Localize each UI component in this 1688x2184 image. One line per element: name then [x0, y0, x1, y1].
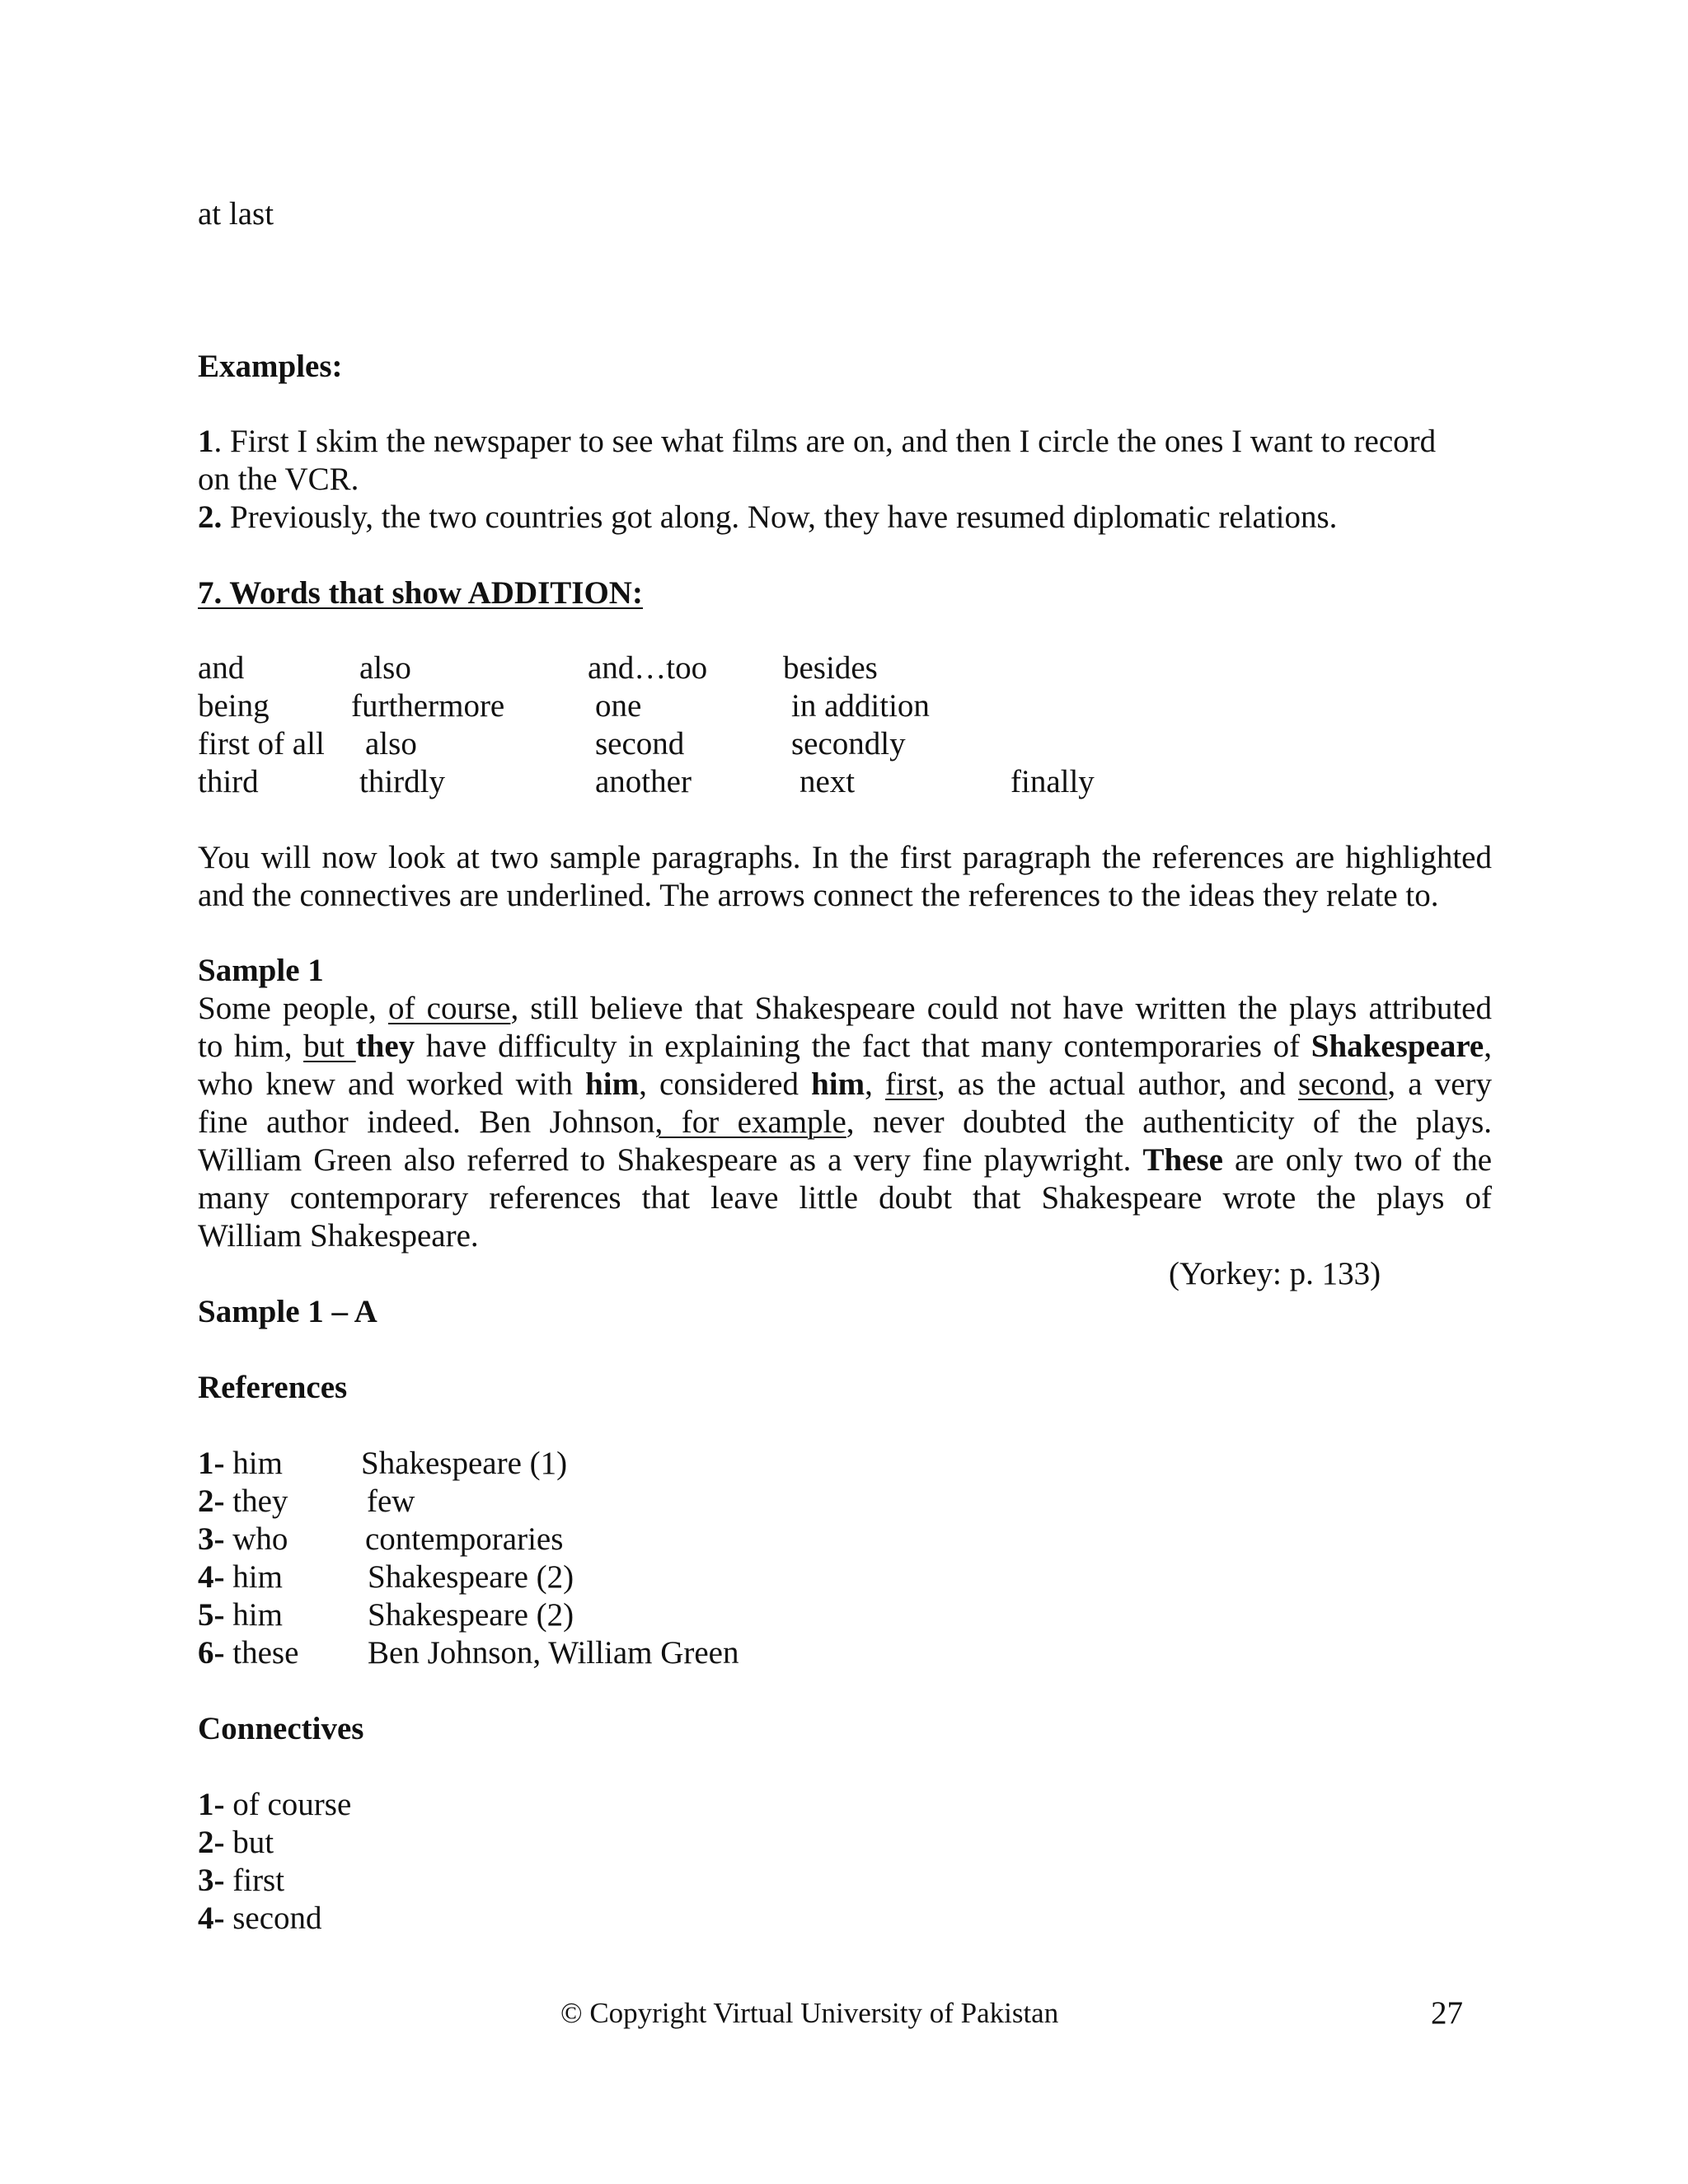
addition-heading: 7. Words that show ADDITION: [198, 575, 643, 611]
reference-target: Ben Johnson, William Green [368, 1635, 739, 1671]
reference-word [198, 1521, 288, 1558]
reference-target: Shakespeare (2) [368, 1559, 574, 1595]
text-run: William Green also referred to Shakespeare as a very fine playwright. [198, 1142, 1143, 1178]
list-item [198, 1786, 351, 1824]
citation: (Yorkey: p. 133) [1169, 1256, 1381, 1291]
reference-bold: These [1142, 1142, 1223, 1178]
reference-word [198, 1558, 283, 1596]
table-cell: next [799, 764, 856, 799]
sample-1-line-7: William Shakespeare. [198, 1218, 479, 1254]
text-run: , as the actual author, and [936, 1066, 1298, 1102]
reference-word [198, 1596, 283, 1634]
reference-target: Shakespeare (1) [361, 1446, 568, 1481]
example-1-line-2: on the VCR. [198, 462, 359, 497]
reference-text: who [224, 1521, 288, 1557]
reference-bold: him [585, 1066, 640, 1102]
reference-text: him [224, 1559, 283, 1595]
connective-underline: first [885, 1066, 937, 1102]
reference-number: 5- [198, 1597, 225, 1633]
sample-1-line-2 [198, 1028, 1492, 1066]
reference-bold: Shakespeare [1311, 1029, 1484, 1064]
example-1-number: 1 [198, 424, 214, 459]
table-cell: first of all [198, 726, 325, 762]
page-number: 27 [1431, 1995, 1463, 2031]
reference-word [198, 1445, 283, 1483]
connective-underline: , for example [654, 1104, 846, 1140]
intro-paragraph-line-1: You will now look at two sample paragraphs. In the first paragraph the references are highlighted [198, 840, 1492, 875]
connective-number: 3- [198, 1863, 225, 1898]
example-2 [198, 499, 1337, 537]
copyright-footer: © Copyright Virtual University of Pakistan [560, 1997, 1059, 2029]
table-cell: furthermore [351, 688, 505, 724]
reference-number: 1- [198, 1446, 225, 1481]
text-run: , still believe that Shakespeare could not have written the plays attributed [510, 991, 1492, 1026]
reference-number: 3- [198, 1521, 225, 1557]
text-run: , [1484, 1029, 1492, 1064]
table-cell: one [595, 688, 642, 724]
table-cell: also [365, 726, 417, 762]
table-cell: being [198, 688, 270, 724]
sample-1-line-6: many contemporary references that leave little doubt that Shakespeare wrote the plays of [198, 1180, 1492, 1216]
connective-underline: of course [387, 991, 511, 1026]
table-cell: secondly [791, 726, 906, 762]
text-run: , [865, 1066, 886, 1102]
table-cell: also [359, 650, 411, 686]
reference-text: him [224, 1446, 283, 1481]
table-cell: and…too [588, 650, 708, 686]
list-item [198, 1862, 284, 1900]
table-cell: second [595, 726, 685, 762]
reference-target: contemporaries [365, 1521, 564, 1557]
connective-number: 4- [198, 1900, 225, 1936]
text-run: who knew and worked with [198, 1066, 586, 1102]
sample-1-line-4 [198, 1104, 1492, 1141]
reference-word [198, 1634, 298, 1672]
table-cell: besides [783, 650, 878, 686]
reference-number: 4- [198, 1559, 225, 1595]
reference-text: him [224, 1597, 283, 1633]
table-cell: another [595, 764, 692, 799]
list-item [198, 1900, 322, 1938]
sample-1-line-1 [198, 990, 1492, 1028]
connective-text: but [224, 1825, 274, 1860]
connective-text: second [224, 1900, 322, 1936]
reference-target: few [367, 1483, 415, 1519]
reference-bold: they [355, 1029, 415, 1064]
table-cell: third [198, 764, 259, 799]
reference-text: they [224, 1483, 288, 1519]
table-cell: in addition [791, 688, 930, 724]
example-1-line-1 [198, 423, 1436, 461]
reference-word [198, 1483, 288, 1521]
reference-number: 2- [198, 1483, 225, 1519]
intro-paragraph-line-2: and the connectives are underlined. The arrows connect the references to the ideas they relate to. [198, 878, 1439, 913]
text-run: , never doubted the authenticity of the plays. [846, 1104, 1492, 1140]
reference-text: these [224, 1635, 299, 1671]
connective-text: of course [224, 1787, 352, 1822]
table-cell: finally [1010, 764, 1095, 799]
text-at-last: at last [198, 196, 274, 232]
examples-heading: Examples: [198, 349, 343, 384]
connective-text: first [224, 1863, 285, 1898]
sample-1-line-3 [198, 1066, 1492, 1104]
sample-1-line-5 [198, 1141, 1492, 1179]
connective-underline: second [1298, 1066, 1388, 1102]
connective-underline: but [303, 1029, 356, 1064]
table-cell: and [198, 650, 245, 686]
text-run: , a very [1387, 1066, 1493, 1102]
text-run: to him, [198, 1029, 304, 1064]
text-run: have difficulty in explaining the fact that many contemporaries of [415, 1029, 1311, 1064]
table-cell: thirdly [359, 764, 445, 799]
connective-number: 1- [198, 1787, 225, 1822]
example-2-number: 2. [198, 499, 223, 535]
connective-number: 2- [198, 1825, 225, 1860]
reference-number: 6- [198, 1635, 225, 1671]
list-item [198, 1824, 274, 1862]
example-1-text: . First I skim the newspaper to see what films are on, and then I circle the ones I want to record [213, 424, 1437, 459]
references-heading: References [198, 1370, 348, 1405]
text-run: , considered [639, 1066, 812, 1102]
text-run: fine author indeed. Ben Johnson [198, 1104, 655, 1140]
sample-1-heading: Sample 1 [198, 953, 324, 988]
reference-target: Shakespeare (2) [368, 1597, 574, 1633]
text-run: Some people, [198, 991, 388, 1026]
connectives-heading: Connectives [198, 1711, 364, 1746]
text-run: are only two of the [1222, 1142, 1493, 1178]
example-2-text: Previously, the two countries got along. Now, they have resumed diplomatic relations. [222, 499, 1338, 535]
sample-1a-heading: Sample 1 – A [198, 1294, 377, 1329]
reference-bold: him [811, 1066, 865, 1102]
